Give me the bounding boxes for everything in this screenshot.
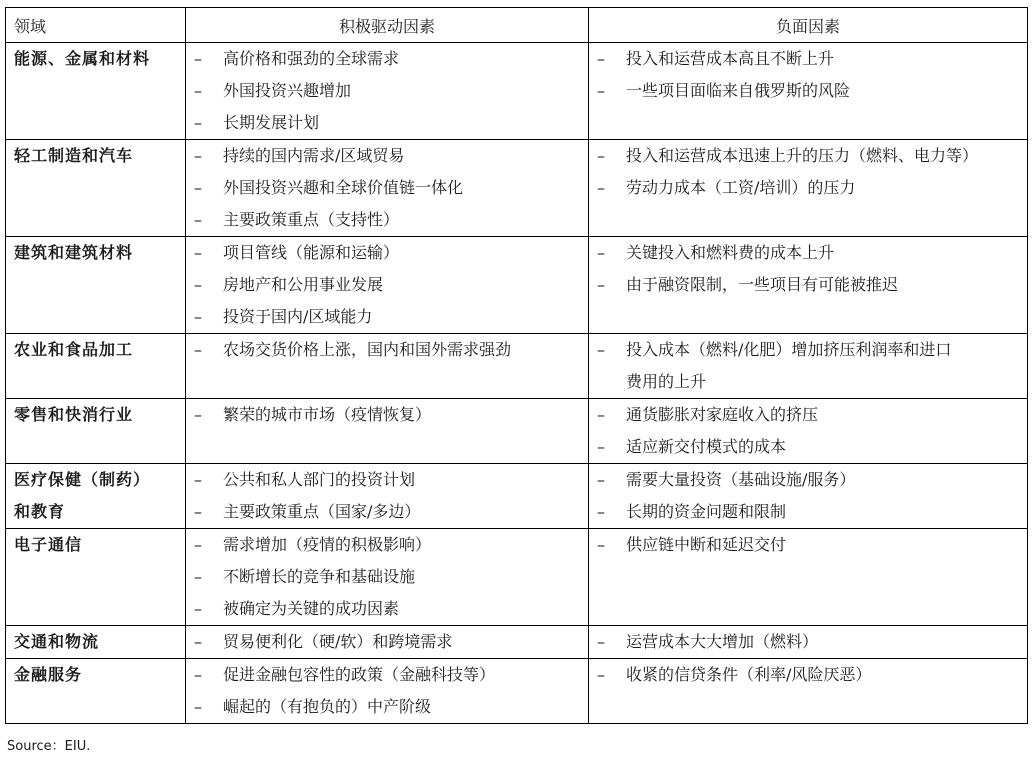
table-row (6, 626, 1028, 659)
bullet-dash: – (194, 275, 202, 294)
positive-item-text: 农场交货价格上涨，国内和国外需求强劲 (223, 340, 512, 359)
positive-item-text: 主要政策重点（支持性） (223, 210, 400, 229)
list-item (589, 496, 1027, 528)
table-row (6, 237, 1028, 334)
bullet-dash: – (194, 599, 202, 618)
bullet-dash: – (597, 81, 605, 100)
list-item (589, 237, 1027, 269)
positive-cell (186, 237, 589, 334)
bullet-dash: – (597, 502, 605, 521)
bullet-dash: – (194, 210, 202, 229)
list-item (589, 626, 1027, 658)
header-negative: 负面因素 (589, 8, 1028, 43)
negative-item-text: 关键投入和燃料费的成本上升 (626, 243, 835, 262)
negative-item-text: 一些项目面临来自俄罗斯的风险 (626, 81, 851, 100)
bullet-dash: – (194, 113, 202, 132)
bullet-dash: – (597, 665, 605, 684)
sector-label: 交通和物流 (14, 632, 100, 651)
positive-item-text: 项目管线（能源和运输） (223, 243, 400, 262)
bullet-dash: – (194, 535, 202, 554)
negative-cell (589, 626, 1028, 659)
sector-cell (6, 334, 186, 399)
negative-cell (589, 464, 1028, 529)
positive-item-text: 主要政策重点（国家/多边） (223, 502, 421, 521)
bullet-dash: – (597, 405, 605, 424)
negative-item-text: 通货膨胀对家庭收入的挤压 (626, 405, 819, 424)
positive-item-text: 外国投资兴趣增加 (223, 81, 352, 100)
positive-cell (186, 626, 589, 659)
sector-label: 建筑和建筑材料 (14, 243, 134, 262)
list-item (589, 334, 1027, 366)
negative-item-text: 投入和运营成本高且不断上升 (626, 49, 835, 68)
list-item (186, 237, 588, 269)
bullet-dash: – (194, 340, 202, 359)
bullet-dash: – (597, 437, 605, 456)
list-item (589, 140, 1027, 172)
sector-cell (6, 464, 186, 529)
bullet-dash: – (597, 49, 605, 68)
bullet-dash: – (194, 405, 202, 424)
positive-cell (186, 334, 589, 399)
list-item (186, 496, 588, 528)
negative-item-text: 投入和运营成本迅速上升的压力（燃料、电力等） (626, 146, 979, 165)
list-item (186, 691, 588, 723)
sector-label: 农业和食品加工 (14, 340, 134, 359)
positive-item-text: 繁荣的城市市场（疫情恢复） (223, 405, 432, 424)
sector-label: 金融服务 (14, 665, 83, 684)
list-item (589, 431, 1027, 463)
header-row (6, 8, 1028, 43)
bullet-dash: – (194, 81, 202, 100)
table-row (6, 659, 1028, 724)
bullet-dash: – (194, 146, 202, 165)
sector-label: 能源、金属和材料 (14, 49, 151, 68)
sector-label: 轻工制造和汽车 (14, 146, 134, 165)
bullet-dash: – (194, 697, 202, 716)
bullet-dash: – (194, 49, 202, 68)
sector-cell (6, 529, 186, 626)
list-item (589, 464, 1027, 496)
bullet-dash: – (597, 340, 605, 359)
positive-item-text: 崛起的（有抱负的）中产阶级 (223, 697, 432, 716)
bullet-dash: – (194, 470, 202, 489)
negative-cell (589, 334, 1028, 399)
positive-cell (186, 399, 589, 464)
positive-item-text: 外国投资兴趣和全球价值链一体化 (223, 178, 464, 197)
sector-cell (6, 626, 186, 659)
bullet-dash: – (194, 567, 202, 586)
sector-cell (6, 140, 186, 237)
bullet-dash: – (194, 307, 202, 326)
negative-cell (589, 140, 1028, 237)
drivers-table (5, 7, 1028, 724)
positive-cell (186, 529, 589, 626)
negative-item-text: 由于融资限制，一些项目有可能被推迟 (626, 275, 899, 294)
list-item (186, 529, 588, 561)
negative-item-text: 需要大量投资（基础设施/服务） (626, 470, 856, 489)
bullet-dash: – (194, 665, 202, 684)
list-item (186, 107, 588, 139)
negative-item-text: 运营成本大大增加（燃料） (626, 632, 819, 651)
negative-cell (589, 237, 1028, 334)
bullet-dash: – (597, 146, 605, 165)
negative-item-text: 劳动力成本（工资/培训）的压力 (626, 178, 856, 197)
sector-cell (6, 237, 186, 334)
positive-item-text: 房地产和公用事业发展 (223, 275, 384, 294)
positive-item-text: 促进金融包容性的政策（金融科技等） (223, 665, 496, 684)
header-positive: 积极驱动因素 (186, 8, 589, 43)
list-item (186, 140, 588, 172)
list-item (186, 561, 588, 593)
list-item (589, 399, 1027, 431)
list-item (186, 43, 588, 75)
table-row (6, 464, 1028, 529)
positive-cell (186, 464, 589, 529)
list-item (186, 659, 588, 691)
list-item (186, 626, 588, 658)
positive-item-text: 公共和私人部门的投资计划 (223, 470, 416, 489)
list-item (589, 172, 1027, 204)
bullet-dash: – (597, 275, 605, 294)
list-item (589, 75, 1027, 107)
positive-cell (186, 140, 589, 237)
table-row (6, 140, 1028, 237)
sector-label-line2: 和教育 (14, 502, 66, 521)
list-item (589, 529, 1027, 561)
bullet-dash: – (597, 470, 605, 489)
header-sector: 领域 (6, 8, 186, 43)
positive-item-text: 不断增长的竞争和基础设施 (223, 567, 416, 586)
list-item (589, 659, 1027, 691)
list-item (186, 593, 588, 625)
table-row (6, 529, 1028, 626)
bullet-dash: – (194, 178, 202, 197)
list-item (186, 301, 588, 333)
list-item (186, 204, 588, 236)
source-note: Source：EIU. (7, 739, 91, 754)
bullet-dash: – (194, 502, 202, 521)
table-row (6, 334, 1028, 399)
positive-item-text: 被确定为关键的成功因素 (223, 599, 400, 618)
sector-label: 电子通信 (14, 535, 83, 554)
table-row (6, 43, 1028, 140)
list-item (186, 334, 588, 366)
sector-label: 医疗保健（制药） (14, 470, 151, 489)
sector-cell (6, 659, 186, 724)
list-item (589, 269, 1027, 301)
negative-cell (589, 529, 1028, 626)
list-item (589, 43, 1027, 75)
positive-item-text: 高价格和强劲的全球需求 (223, 49, 400, 68)
positive-item-text: 长期发展计划 (223, 113, 320, 132)
negative-item-text: 投入成本（燃料/化肥）增加挤压利润率和进口 (626, 340, 952, 359)
negative-cell (589, 659, 1028, 724)
negative-item-text: 供应链中断和延迟交付 (626, 535, 787, 554)
bullet-dash: – (597, 535, 605, 554)
bullet-dash: – (597, 243, 605, 262)
list-item (186, 269, 588, 301)
sector-cell (6, 399, 186, 464)
bullet-dash: – (597, 178, 605, 197)
positive-cell (186, 659, 589, 724)
positive-item-text: 持续的国内需求/区域贸易 (223, 146, 405, 165)
bullet-dash: – (194, 243, 202, 262)
positive-item-text: 贸易便利化（硬/软）和跨境需求 (223, 632, 453, 651)
list-item (186, 172, 588, 204)
sector-cell (6, 43, 186, 140)
bullet-dash: – (597, 632, 605, 651)
list-item (186, 75, 588, 107)
sector-label: 零售和快消行业 (14, 405, 134, 424)
negative-item-text: 费用的上升 (626, 372, 707, 391)
negative-item-text: 长期的资金问题和限制 (626, 502, 787, 521)
negative-cell (589, 43, 1028, 140)
negative-item-text: 适应新交付模式的成本 (626, 437, 787, 456)
positive-item-text: 投资于国内/区域能力 (223, 307, 373, 326)
negative-item-text: 收紧的信贷条件（利率/风险厌恶） (626, 665, 872, 684)
list-item (589, 366, 1027, 398)
positive-cell (186, 43, 589, 140)
table-row (6, 399, 1028, 464)
list-item (186, 399, 588, 431)
bullet-dash: – (194, 632, 202, 651)
positive-item-text: 需求增加（疫情的积极影响） (223, 535, 432, 554)
negative-cell (589, 399, 1028, 464)
list-item (186, 464, 588, 496)
